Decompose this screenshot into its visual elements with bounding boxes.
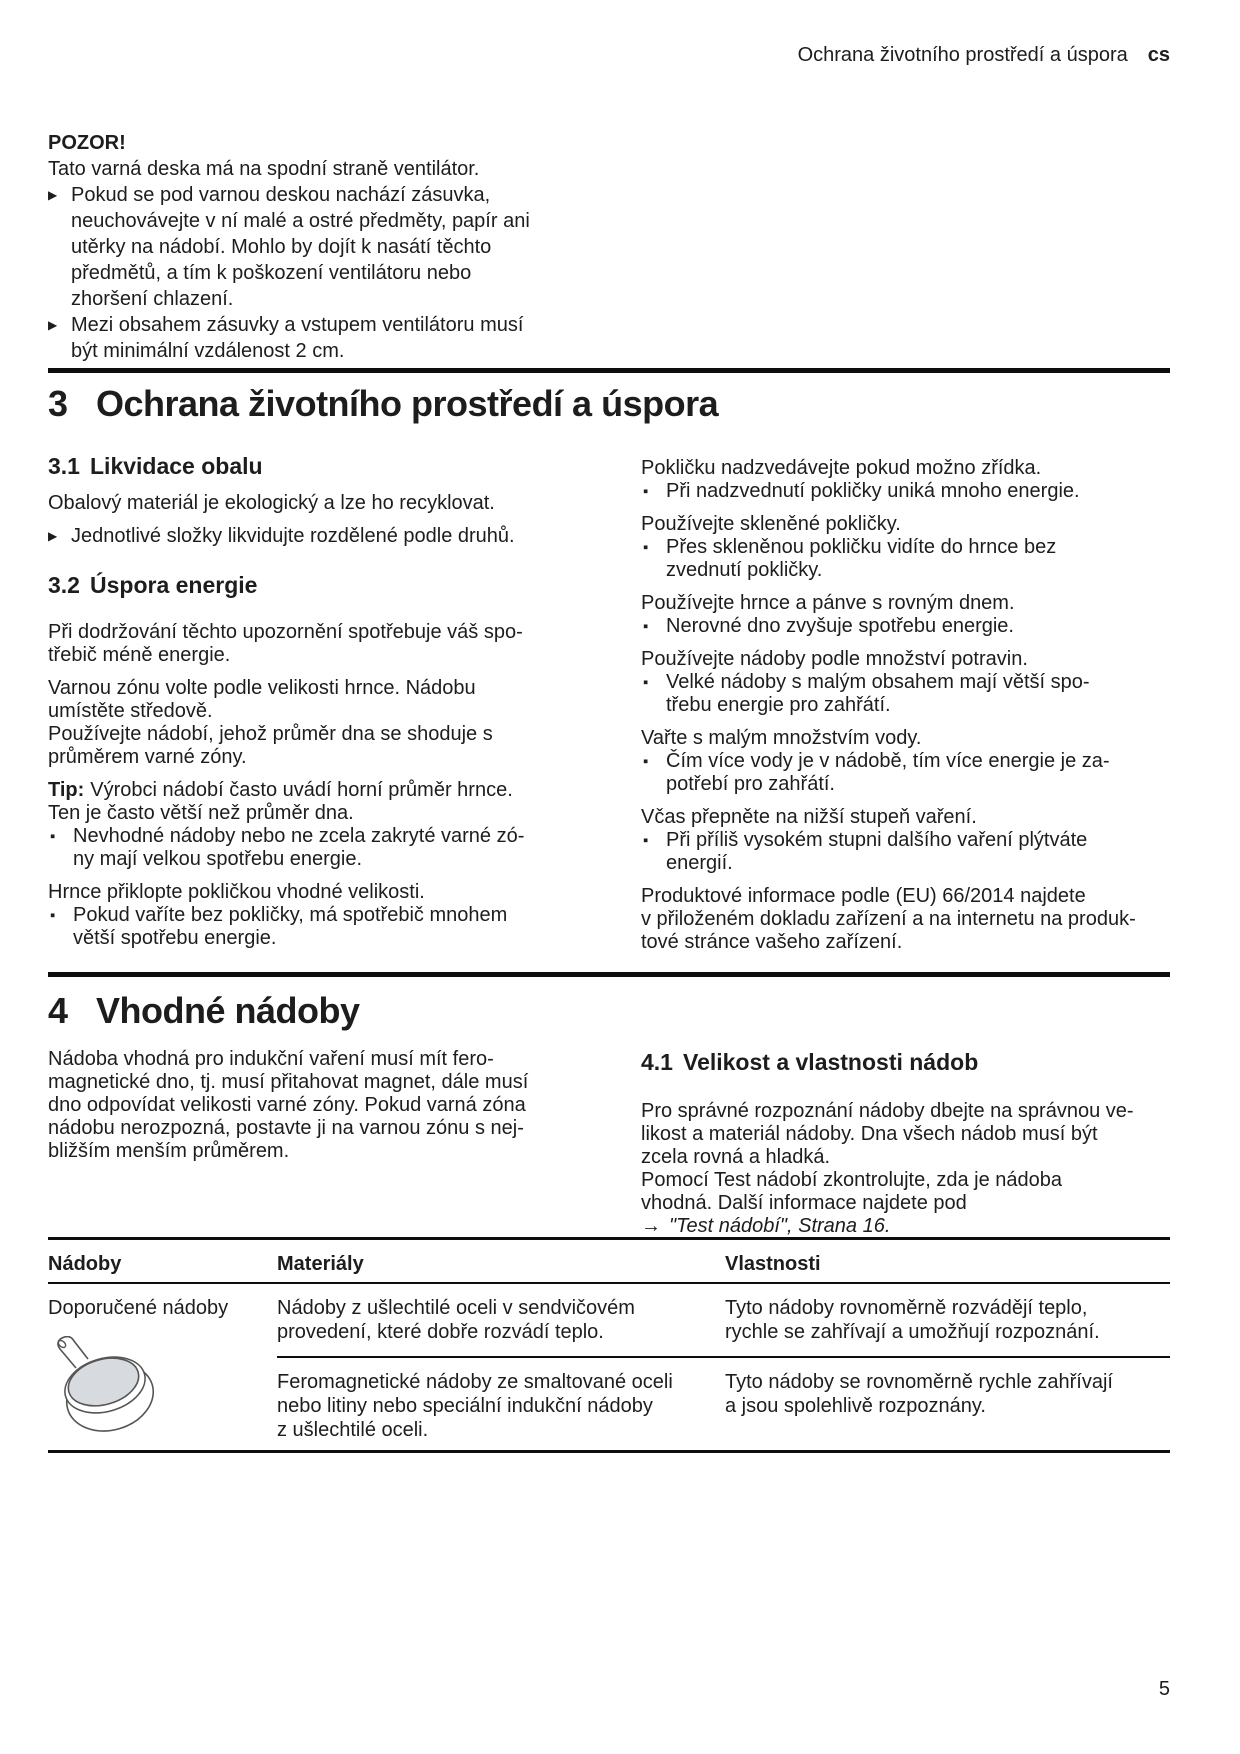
paragraph-group [48,881,575,950]
section-3-columns [48,452,1170,954]
info-bullet [641,829,1170,875]
subsection-number: 3.1 [48,453,80,479]
paragraph-group [641,513,1170,582]
warning-bullet [48,312,580,364]
tip-label: Tip: [48,779,85,801]
cross-reference-text: "Test nádobí", Strana 16. [669,1215,891,1237]
section-4-divider [48,972,1170,977]
tip-line: Tip: Výrobci nádobí často uvádí horní průměr hrnce. [48,779,513,801]
square-bullet-icon: ▪ [643,832,649,849]
bullet-text: Při nadzvednutí pokličky uniká mnoho energie. [666,480,1080,502]
lead-text: Používejte nádoby podle množství potravin. [641,648,1028,670]
bullet-text: Nevhodné nádoby nebo ne zcela zakryté varné zó- ny mají velkou spotřebu energie. [73,825,525,870]
triangle-bullet-icon: ▶ [48,318,58,332]
bullet-text: Pokud vaříte bez pokličky, má spotřebič mnohem větší spotřebu energie. [73,904,508,949]
section-3-divider [48,368,1170,373]
lead-text: Hrnce přiklopte pokličkou vhodné velikosti. [48,881,425,903]
section-number: 4 [48,990,68,1031]
info-bullet [641,750,1170,796]
warning-bullet-text: Mezi obsahem zásuvky a vstupem ventilátoru musí být minimální vzdálenost 2 cm. [71,314,524,362]
square-bullet-icon: ▪ [643,674,649,691]
subsection-number: 3.2 [48,572,80,598]
subsection-number: 4.1 [641,1049,673,1075]
bullet-text: Čím více vody je v nádobě, tím více energie je za- potřebí pro zahřátí. [666,750,1110,795]
bullet-text: Při příliš vysokém stupni dalšího vaření plýtváte energií. [666,829,1088,874]
closing-paragraph: Produktové informace podle (EU) 66/2014 najdete v přiloženém dokladu zařízení a na internetu na produk- tové stránce vašeho zařízení. [641,885,1136,953]
paragraph: Nádoba vhodná pro indukční vaření musí mít fero- magnetické dno, tj. musí přitahovat magnet, dále musí dno odpovídat velikosti varné zóny. Pokud varná zóna nádobu nerozpozná, postavte ji na varnou zónu s nej- bližším menším průměrem. [48,1048,529,1162]
subsection-3-1-heading [48,452,575,480]
warning-section [48,130,580,364]
bullet-text: Přes skleněnou pokličku vidíte do hrnce bez zvednutí pokličky. [666,536,1057,581]
lead-text: Používejte skleněné pokličky. [641,513,901,535]
subsection-title: Velikost a vlastnosti nádob [683,1049,979,1075]
square-bullet-icon: ▪ [643,539,649,556]
paragraph: Varnou zónu volte podle velikosti hrnce. Nádobu umístěte středově. Používejte nádobí, jehož průměr dna se shoduje s průměrem varné zóny. [48,677,493,768]
table-header-materials: Materiály [277,1240,725,1284]
cookware-table [48,1237,1170,1453]
section-3-heading [48,384,1170,424]
paragraph: Obalový materiál je ekologický a lze ho recyklovat. [48,492,495,514]
section-number: 3 [48,383,68,424]
section-4-columns [48,1048,1170,1238]
paragraph-group [641,648,1170,717]
paragraph: Pro správné rozpoznání nádoby dbejte na správnou ve- likost a materiál nádoby. Dna všech nádob musí být zcela rovná a hladká. Pomocí Test nádobí zkontrolujte, zda je nádoba vhodná. Další informace najdete pod [641,1100,1134,1214]
warning-title: POZOR! [48,132,126,154]
paragraph-group [641,806,1170,875]
table-header-cookware: Nádoby [48,1240,277,1284]
bullet-text: Nerovné dno zvyšuje spotřebu energie. [666,615,1014,637]
running-title: Ochrana životního prostředí a úspora [797,44,1128,66]
table-header-properties: Vlastnosti [725,1240,1170,1284]
column-gap [575,452,641,954]
warning-bullet-text: Pokud se pod varnou deskou nachází zásuvka, neuchovávejte v ní malé a ostré předměty, papír ani utěrky na nádobí. Mohlo by dojít k nasátí těchto předmětů, a tím k poškození ventilátoru nebo zhoršení chlazení. [71,184,530,310]
square-bullet-icon: ▪ [50,828,56,845]
warning-bullet [48,182,580,312]
square-bullet-icon: ▪ [643,483,649,500]
frying-pan-illustration [48,1336,156,1436]
bullet-text: Jednotlivé složky likvidujte rozdělené podle druhů. [71,525,515,547]
section-4-heading [48,991,1170,1031]
tip-paragraph [48,779,575,871]
page-header [48,44,1170,67]
triangle-bullet-icon: ▶ [48,529,58,543]
arrow-right-icon: → [641,1215,661,1237]
bullet-text: Velké nádoby s malým obsahem mají větší spo- třebu energie pro zahřátí. [666,671,1090,716]
page-number: 5 [1158,1678,1170,1700]
table-cell-materials: Feromagnetické nádoby ze smaltované oceli nebo litiny nebo speciální indukční nádoby z ušlechtilé oceli. [277,1371,673,1441]
table-cell-properties: Tyto nádoby rovnoměrně rozvádějí teplo, rychle se zahřívají a umožňují rozpoznání. [725,1284,1170,1358]
subsection-title: Úspora energie [90,572,258,598]
square-bullet-icon: ▪ [643,753,649,770]
section-4-right-column [641,1048,1170,1238]
info-bullet [641,536,1170,582]
lead-text: Včas přepněte na nižší stupeň vaření. [641,806,977,828]
info-bullet [48,904,575,950]
paragraph-group [641,727,1170,796]
paragraph: Při dodržování těchto upozornění spotřebuje váš spo- třebič méně energie. [48,621,523,666]
section-4-left-column [48,1048,575,1238]
section-title: Vhodné nádoby [96,990,360,1031]
square-bullet-icon: ▪ [50,907,56,924]
row-label: Doporučené nádoby [48,1297,229,1319]
info-bullet [641,480,1170,503]
action-bullet [48,525,575,548]
paragraph-group [641,457,1170,503]
table-cell-materials: Nádoby z ušlechtilé oceli v sendvičovém provedení, které dobře rozvádí teplo. [277,1284,725,1358]
lead-text: Používejte hrnce a pánve s rovným dnem. [641,592,1015,614]
paragraph-group [641,592,1170,638]
lead-text: Pokličku nadzvedávejte pokud možno zřídka. [641,457,1042,479]
column-gap [575,1048,641,1238]
section-title: Ochrana životního prostředí a úspora [96,383,719,424]
section-3-right-column [641,452,1170,954]
subsection-title: Likvidace obalu [90,453,263,479]
info-bullet [48,825,575,871]
cross-reference [641,1215,1170,1238]
table-row-label-cell [48,1284,277,1450]
warning-intro: Tato varná deska má na spodní straně ventilátor. [48,158,480,180]
subsection-4-1-heading [641,1048,1170,1076]
lead-text: Vařte s malým množstvím vody. [641,727,922,749]
language-code: cs [1147,44,1170,66]
info-bullet [641,615,1170,638]
subsection-3-2-heading [48,571,575,599]
triangle-bullet-icon: ▶ [48,188,58,202]
section-3-left-column [48,452,575,954]
info-bullet [641,671,1170,717]
table-cell-properties: Tyto nádoby se rovnoměrně rychle zahřívají a jsou spolehlivě rozpoznány. [725,1371,1113,1417]
tip-line: Ten je často větší než průměr dna. [48,802,354,824]
square-bullet-icon: ▪ [643,618,649,635]
